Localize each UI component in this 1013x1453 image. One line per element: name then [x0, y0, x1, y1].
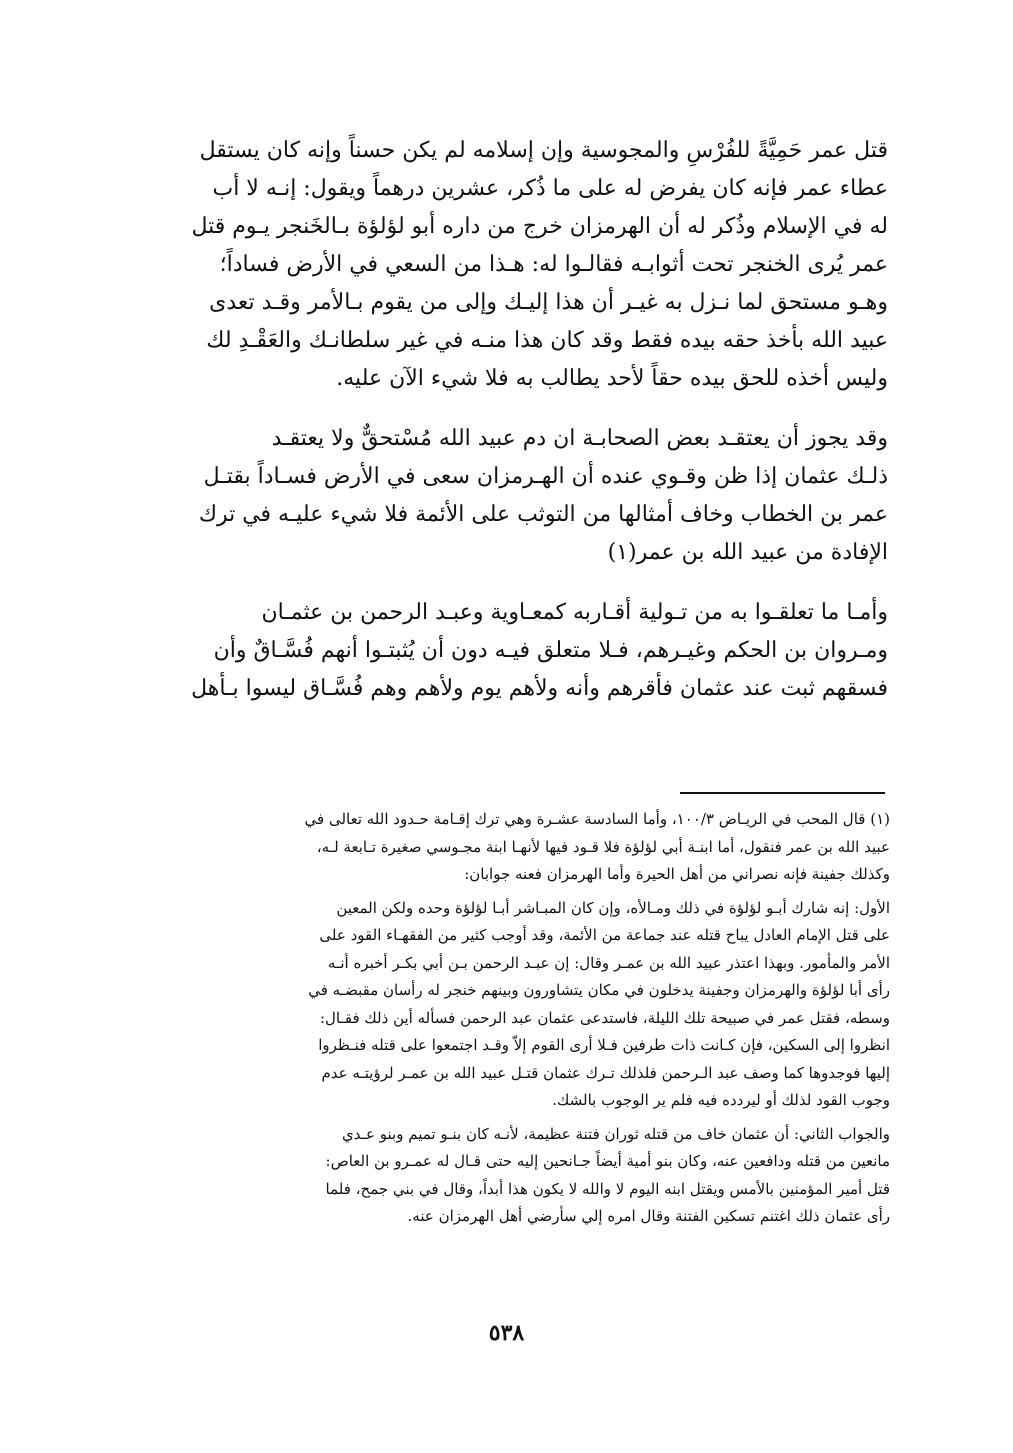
paragraph-gap	[160, 398, 888, 420]
main-text-line: ومـروان بن الحكم وغيـرهم، فـلا متعلق فيـه دون أن يُثبتـوا أنهم فُسَّـاقٌ وأن	[213, 638, 888, 663]
footnote-line: والجواب الثاني: أن عثمان خاف من قتله ثوران فتنة عظيمة، لأنـه كان بنـو تميم وبنو عـدي	[342, 1124, 890, 1143]
main-text-line: عبيد الله بأخذ حقه بيده فقط وقد كان هذا منـه في غير سلطانـك والعَقْـدِ لك	[206, 328, 888, 353]
main-text-line: عمر يُرى الخنجر تحت أثوابـه فقالـوا له: هـذا من السعي في الأرض فساداً؛	[219, 252, 888, 277]
main-text-line: وقد يجوز أن يعتقـد بعض الصحابـة ان دم عبيد الله مُسْتحقٌّ ولا يعتقـد	[271, 426, 888, 451]
footnote-line: الأمر والمأمور. وبهذا اعتذر عبيد الله بن عمـر وقال: إن عبـد الرحمن بـن أبي بكـر أخبره أنـه	[327, 953, 890, 972]
main-text-line: له في الإسلام وذُكر له أن الهرمزان خرج من داره أبو لؤلؤة بـالخَنجر يـوم قتل	[191, 214, 888, 239]
footnote-line: إليها فوجدوها كما وصف عبد الـرحمن فلذلك تـرك عثمان قتـل عبيد الله بن عمـر لرؤيتـه عدم	[321, 1063, 890, 1082]
footnote-line: رأى أبا لؤلؤة والهرمزان وجفينة يدخلون في مكان يتشاورون وبينهم خنجر له رأسان مقبضـه في	[308, 981, 890, 999]
main-text-line: فسقهم ثبت عند عثمان فأقرهم وأنه ولأهم يوم ولأهم وهم فُسَّـاق ليسوا بـأهل	[191, 676, 888, 701]
page-number: ٥٣٨	[488, 1320, 525, 1346]
footnote-line: الأول: إنه شارك أبـو لؤلؤة في ذلك ومـالأه، وإن كان المبـاشر أبـا لؤلؤة وحده ولكن المعين	[336, 898, 890, 917]
footnote-separator	[680, 792, 885, 794]
footnote-line: قتل أمير المؤمنين بالأمس ويقتل ابنه اليوم لا والله لا يكون هذا أبداً، وقال في بني جمح، فلما	[325, 1179, 890, 1198]
footnote-line: عبيد الله بن عمر فنقول، أما ابنـة أبي لؤلؤة فلا قـود فيها لأنهـا ابنة مجـوسي صغيرة تـابعة لـه،	[316, 837, 890, 856]
main-text-line: قتل عمر حَمِيَّةً للفُرْسِ والمجوسية وإن إسلامه لم يكن حسناً وإنه كان يستقل	[199, 138, 888, 163]
main-text-line: وهـو مستحق لما نـزل به غيـر أن هذا إليـك وإلى من يقوم بـالأمر وقـد تعدى	[209, 290, 888, 315]
main-text-line: الإفادة من عبيد الله بن عمر(١)	[607, 540, 888, 565]
footnotes	[155, 806, 890, 1231]
footnote-line: وجوب القود لذلك أو ليردده فيه فلم ير الوجوب بالشك.	[552, 1091, 890, 1109]
main-text-line: وليس أخذه للحق بيده حقاً لأحد يطالب به فلا شيء الآن عليه.	[336, 366, 888, 391]
footnote-line: انظروا إلى السكين، فإن كـانت ذات طرفين فـلا أرى القوم إلاّ وقـد اجتمعوا على قتله فنـظروا	[318, 1036, 890, 1054]
main-text-line: عطاء عمر فإنه كان يفرض له على ما ذُكر، عشرين درهماً ويقول: إنـه لا أب	[212, 176, 888, 201]
footnote-line: وسطه، فقتل عمر في صبيحة تلك الليلة، فاستدعى عثمان عبد الرحمن فسأله أين ذلك فقـال:	[319, 1008, 890, 1027]
footnote-line: وكذلك جفينة فإنه نصراني من أهل الحيرة وأما الهرمزان فعنه جوابان:	[464, 865, 890, 883]
main-text-line: وأمـا ما تعلقـوا به من تـولية أقـاربه كمعـاوية وعبـد الرحمن بن عثمـان	[261, 600, 888, 625]
footnote-line: على قتل الإمام العادل يباح قتله عند جماعة من الأئمة، وقد أوجب كثير من الفقهـاء القود على	[319, 926, 890, 944]
main-text-line: عمر بن الخطاب وخاف أمثالها من التوثب على الأئمة فلا شيء عليـه في ترك	[198, 502, 888, 527]
main-text	[160, 132, 888, 708]
footnote-line: رأى عثمان ذلك اغتنم تسكين الفتنة وقال امره إلي سأرضي أهل الهرمزان عنه.	[407, 1207, 890, 1225]
paragraph-gap	[160, 572, 888, 594]
footnote-line: (١) قال المحب في الريـاض ١٠٠/٣، وأما السادسة عشـرة وهي ترك إقـامة حـدود الله تعالى في	[304, 810, 890, 828]
footnote-line: مانعين من قتله ودافعين عنه، وكان بنو أمية أيضاً جـانحين إليه حتى قـال له عمـرو بن العاص:	[325, 1152, 890, 1170]
main-text-line: ذلـك عثمان إذا ظن وقـوي عنده أن الهـرمزان سعى في الأرض فسـاداً بقتـل	[203, 464, 888, 489]
